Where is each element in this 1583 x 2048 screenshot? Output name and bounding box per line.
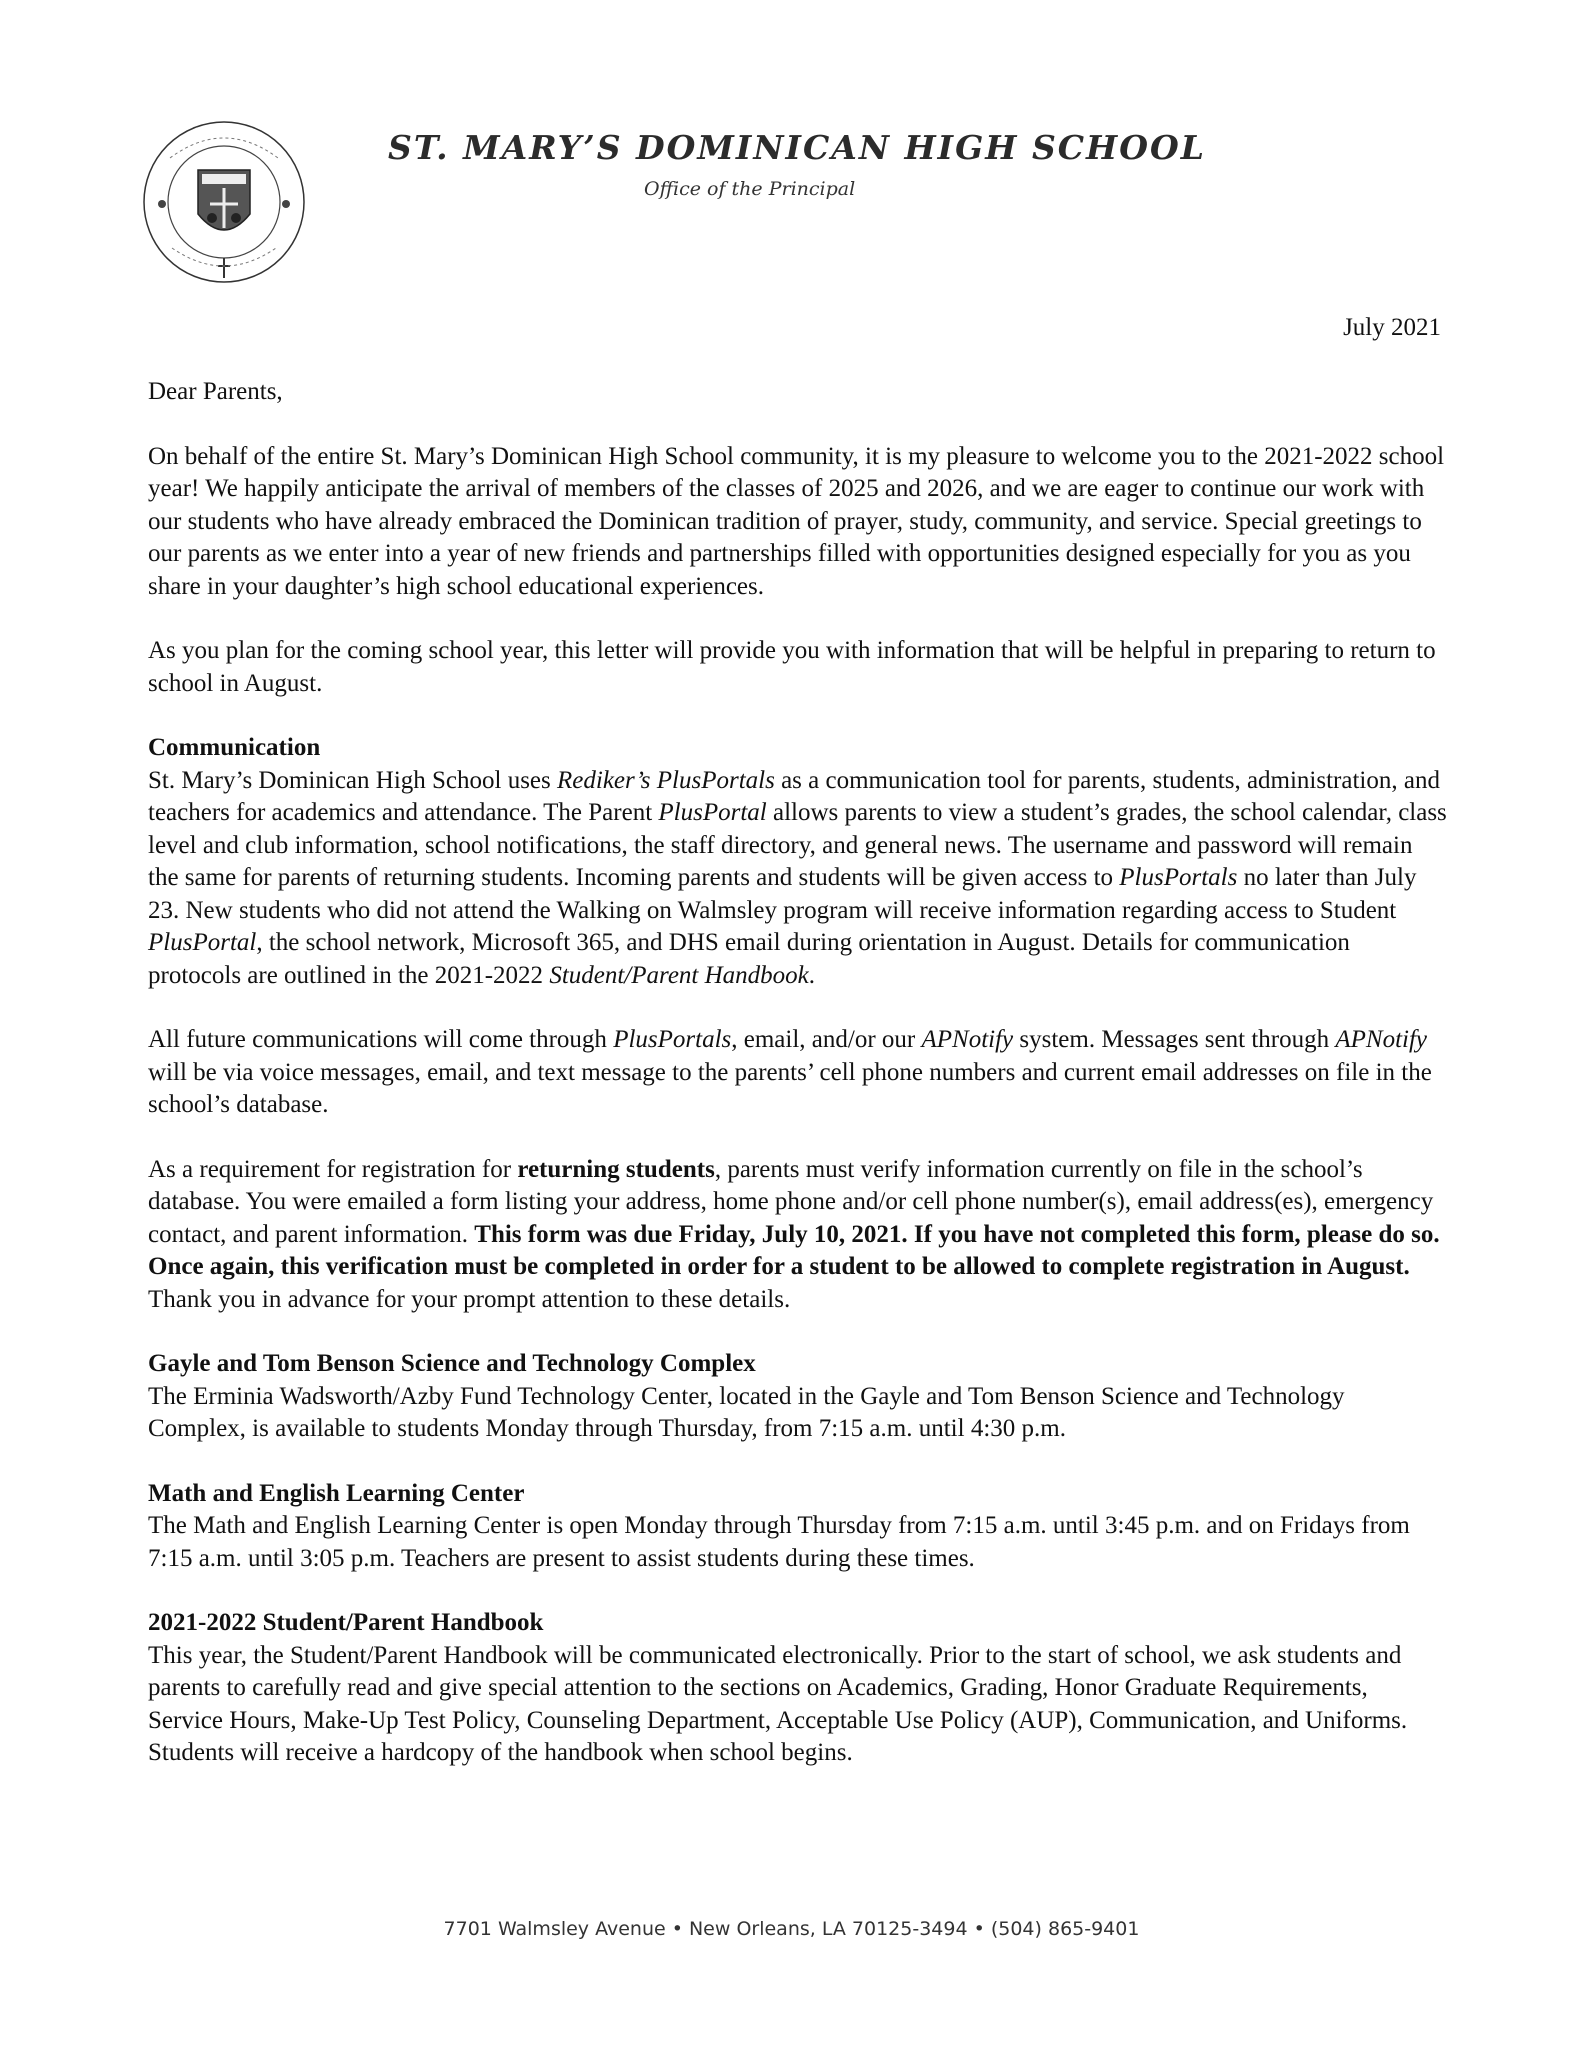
- handbook-heading: 2021-2022 Student/Parent Handbook: [148, 1609, 544, 1636]
- letter-body: [148, 376, 1448, 1770]
- benson-complex-heading: Gayle and Tom Benson Science and Technology Complex: [148, 1350, 756, 1377]
- learning-center-text: The Math and English Learning Center is open Monday through Thursday from 7:15 a.m. until 3:45 p.m. and on Fridays from 7:15 a.m. until 3:05 p.m. Teachers are present to assist students during these times.: [148, 1512, 1410, 1572]
- intro-paragraph-1: On behalf of the entire St. Mary’s Dominican High School community, it is my pleasure to welcome you to the 2021-2022 school year! We happily anticipate the arrival of members of the classes of 2025 and 2026, and we are eager to continue our work with our students who have already embraced the Dominican tradition of prayer, study, community, and service. Special greetings to our parents as we enter into a year of new friends and partnerships filled with opportunities designed especially for you as you share in your daughter’s high school educational experiences.: [148, 442, 1445, 600]
- benson-complex-text: The Erminia Wadsworth/Azby Fund Technology Center, located in the Gayle and Tom Benson Science and Technology Complex, is available to students Monday through Thursday, from 7:15 a.m. until 4:30 p.m.: [148, 1382, 1345, 1442]
- communication-paragraph-2: All future communications will come through PlusPortals, email, and/or our APNotify system. Messages sent through APNotify will be via voice messages, email, and text message to the parents’ cell phone numbers and current email addresses on file in the school’s database.: [148, 1026, 1432, 1118]
- intro-paragraph-2: As you plan for the coming school year, this letter will provide you with information that will be helpful in preparing to return to school in August.: [148, 637, 1436, 697]
- communication-paragraph-3: As a requirement for registration for returning students, parents must verify information currently on file in the school’s database. You were emailed a form listing your address, home phone and/or cell phone number(s), email address(es), emergency contact, and parent information. This form was due Friday, July 10, 2021. If you have not completed this form, please do so. Once again, this verification must be completed in order for a student to be allowed to complete registration in August. Thank you in advance for your prompt attention to these details.: [148, 1155, 1440, 1313]
- handbook-text: This year, the Student/Parent Handbook will be communicated electronically. Prior to the start of school, we ask students and parents to carefully read and give special attention to the sections on Academics, Grading, Honor Graduate Requirements, Service Hours, Make-Up Test Policy, Counseling Department, Acceptable Use Policy (AUP), Communication, and Uniforms. Students will receive a hardcopy of the handbook when school begins.: [148, 1641, 1408, 1766]
- footer-address: 7701 Walmsley Avenue • New Orleans, LA 70125-3494 • (504) 865-9401: [443, 1918, 1140, 1940]
- letter-date: July 2021: [1343, 314, 1441, 341]
- school-name: ST. MARY’S DOMINICAN HIGH SCHOOL: [388, 128, 1206, 167]
- communication-heading: Communication: [148, 734, 321, 761]
- salutation: Dear Parents,: [148, 378, 283, 405]
- office-title: Office of the Principal: [644, 178, 856, 200]
- communication-paragraph-1: St. Mary’s Dominican High School uses Rediker’s PlusPortals as a communication tool for parents, students, administration, and teachers for academics and attendance. The Parent PlusPortal allows parents to view a student’s grades, the school calendar, class level and club information, school notifications, the staff directory, and general news. The username and password will remain the same for parents of returning students. Incoming parents and students will be given access to PlusPortals no later than July 23. New students who did not attend the Walking on Walmsley program will receive information regarding access to Student PlusPortal, the school network, Microsoft 365, and DHS email during orientation in August. Details for communication protocols are outlined in the 2021-2022 Student/Parent Handbook.: [148, 766, 1447, 989]
- school-seal-logo: [140, 118, 308, 286]
- learning-center-heading: Math and English Learning Center: [148, 1479, 525, 1507]
